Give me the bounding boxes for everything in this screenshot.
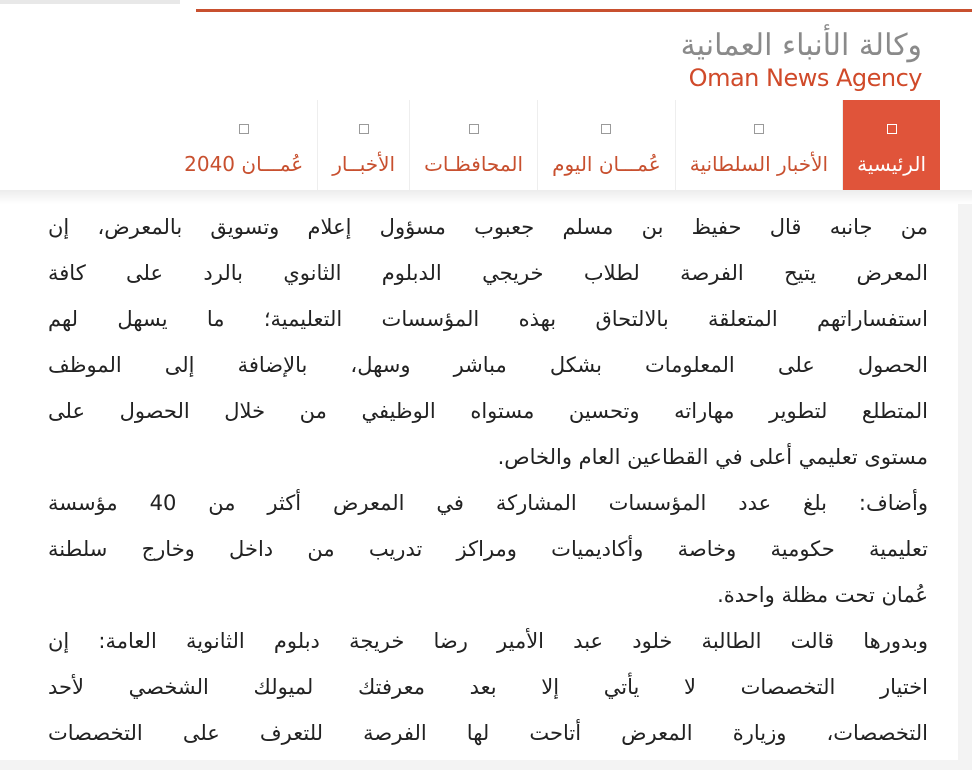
nav-item-oman-today[interactable] [537, 100, 675, 192]
news-icon [601, 124, 611, 134]
nav-item-news[interactable] [317, 100, 409, 192]
nav-item-label: الرئيسية [857, 152, 926, 176]
logo-english-text: Oman News Agency [688, 64, 922, 92]
article-line: وأضاف: بلغ عدد المؤسسات المشاركة في المعرض أكثر من 40 مؤسسة [48, 491, 928, 515]
article-line: عُمان تحت مظلة واحدة. [717, 583, 928, 607]
news-icon [754, 124, 764, 134]
logo-arabic-text: وكالة الأنباء العمانية [680, 28, 922, 63]
article-body [48, 204, 928, 756]
nav-divider [0, 190, 972, 204]
nav-item-governorates[interactable] [409, 100, 537, 192]
article-line: وبدورها قالت الطالبة خلود عبد الأمير رضا خريجة دبلوم الثانوية العامة: إن [48, 629, 928, 653]
article-line: التخصصات، وزيارة المعرض أتاحت لها الفرصة للتعرف على التخصصات [48, 721, 928, 745]
article-line: مستوى تعليمي أعلى في القطاعين العام والخاص. [497, 445, 928, 469]
article-line: استفساراتهم المتعلقة بالالتحاق بهذه المؤسسات التعليمية؛ ما يسهل لهم [48, 307, 928, 331]
nav-item-label: المحافظـات [424, 152, 524, 176]
news-icon [359, 124, 369, 134]
top-accent-bar [196, 9, 972, 12]
bottom-edge [0, 760, 972, 770]
main-nav [0, 100, 972, 192]
news-icon [239, 124, 249, 134]
nav-item-sultanate-news[interactable] [675, 100, 842, 192]
site-logo[interactable] [662, 26, 922, 98]
news-icon [469, 124, 479, 134]
scrollbar-track[interactable] [958, 204, 972, 770]
top-divider-left [0, 0, 180, 4]
article-line: من جانبه قال حفيظ بن مسلم جعبوب مسؤول إعلام وتسويق بالمعرض، إن [48, 215, 928, 239]
nav-item-label: الأخبار السلطانية [689, 152, 829, 176]
nav-item-label: عُمـــان اليوم [552, 152, 661, 176]
article-line: تعليمية حكومية وخاصة وأكاديميات ومراكز تدريب من داخل وخارج سلطنة [48, 537, 928, 561]
nav-item-home[interactable] [842, 100, 940, 192]
nav-item-oman-2040[interactable] [170, 100, 317, 192]
nav-item-label: عُمـــان 2040 [184, 152, 304, 176]
article-line: المعرض يتيح الفرصة لطلاب خريجي الدبلوم الثانوي بالرد على كافة [48, 261, 928, 285]
article-line: اختيار التخصصات لا يأتي إلا بعد معرفتك لميولك الشخصي لأحد [48, 675, 928, 699]
article-line: المتطلع لتطوير مهاراته وتحسين مستواه الوظيفي من خلال الحصول على [48, 399, 928, 423]
article-line: الحصول على المعلومات بشكل مباشر وسهل، بالإضافة إلى الموظف [48, 353, 928, 377]
home-icon [887, 124, 897, 134]
nav-item-label: الأخبــار [332, 152, 396, 176]
